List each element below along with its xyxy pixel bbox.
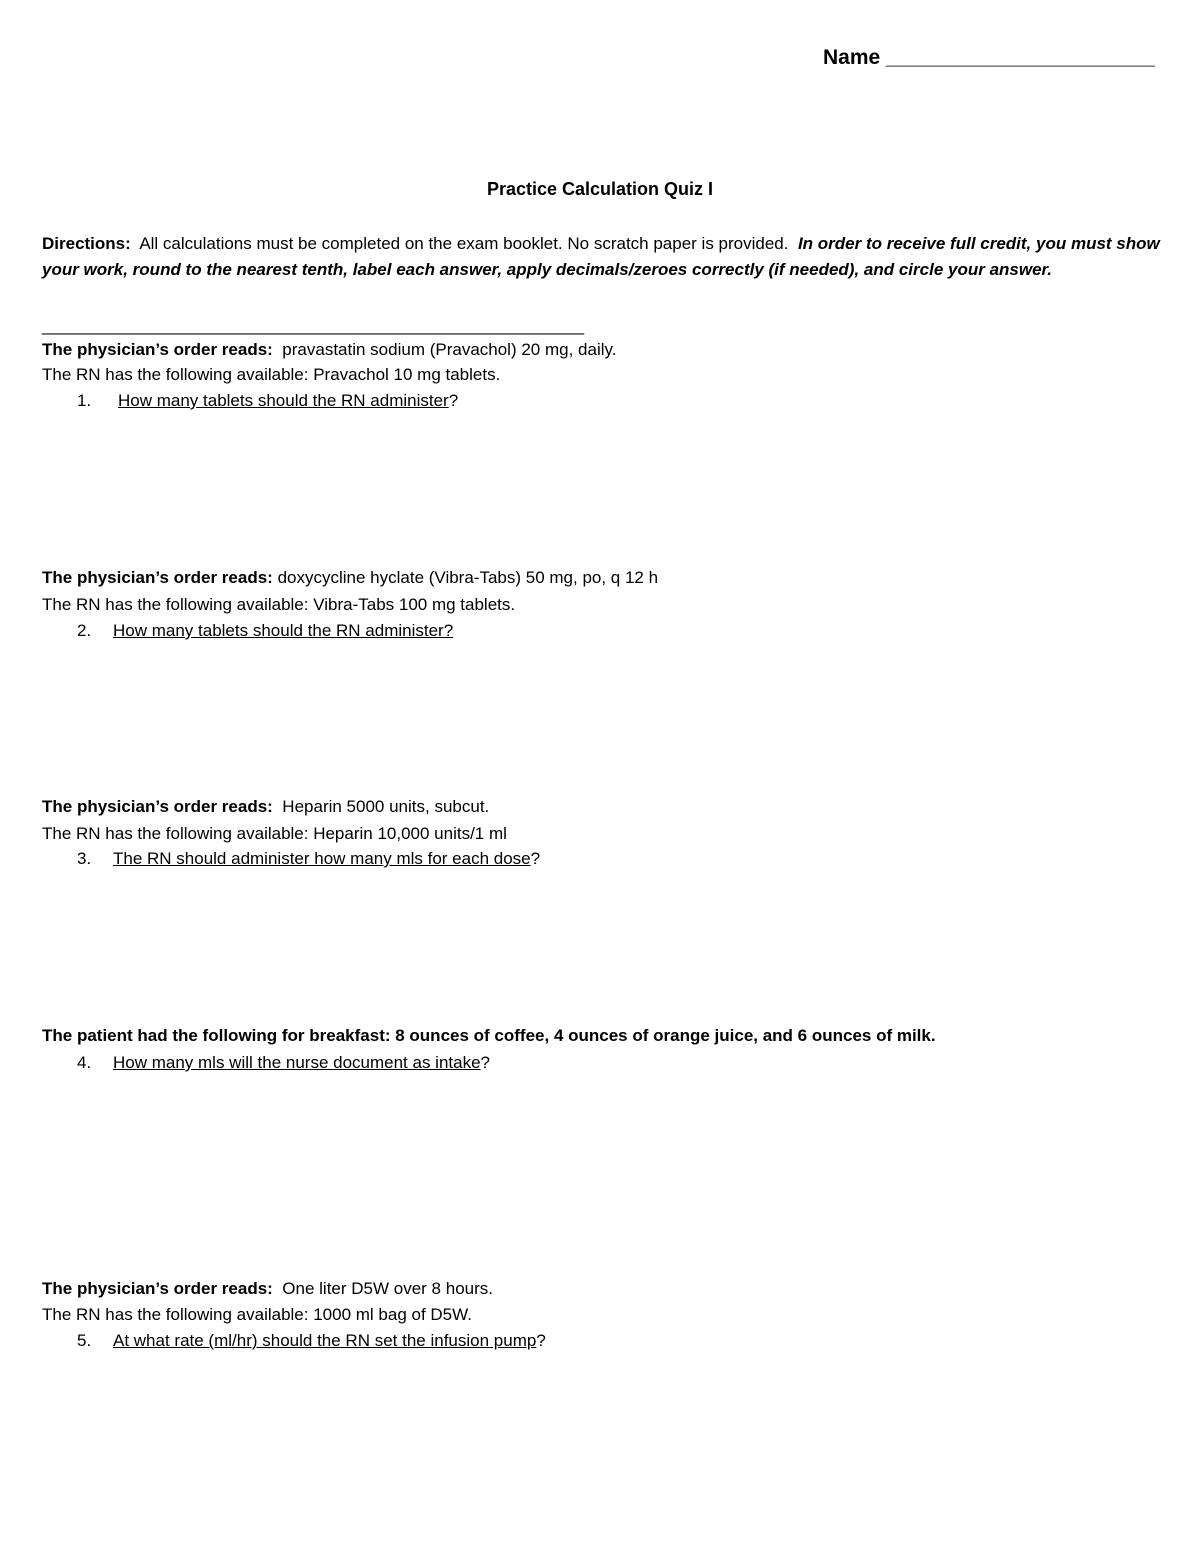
question-5-number: 5. <box>77 1331 92 1350</box>
name-blank[interactable]: _______________________ <box>886 46 1155 69</box>
page-title: Practice Calculation Quiz I <box>486 179 714 199</box>
name-label: Name <box>823 46 881 69</box>
problem-2-order <box>42 566 658 590</box>
name-field[interactable] <box>823 46 1155 70</box>
question-5: At what rate (ml/hr) should the RN set the infusion pump? <box>113 1331 546 1350</box>
question-1: How many tablets should the RN administer? <box>118 391 459 410</box>
question-4-text: How many mls will the nurse document as intake <box>113 1053 481 1072</box>
question-4: How many mls will the nurse document as intake? <box>113 1053 491 1072</box>
question-3-number: 3. <box>77 849 92 868</box>
problem-3-order <box>42 795 489 819</box>
question-1-text: How many tablets should the RN administer <box>118 391 449 410</box>
question-5-text: At what rate (ml/hr) should the RN set the infusion pump <box>113 1331 537 1350</box>
question-4-number: 4. <box>77 1053 92 1072</box>
order-label: The physician’s order reads: <box>42 568 273 587</box>
problem-4-statement: The patient had the following for breakfast: 8 ounces of coffee, 4 ounces of orange juice, and 6 ounces of milk. <box>42 1026 936 1045</box>
problem-3-available: The RN has the following available: Heparin 10,000 units/1 ml <box>42 824 507 843</box>
problem-2-available: The RN has the following available: Vibra-Tabs 100 mg tablets. <box>42 595 516 614</box>
separator-line: ________________________________________________________________ <box>42 316 584 335</box>
directions-label: Directions: <box>42 234 131 253</box>
problem-1-order <box>42 338 616 362</box>
order-label: The physician’s order reads: <box>42 797 273 816</box>
order-label: The physician’s order reads: <box>42 1279 273 1298</box>
order-text: One liter D5W over 8 hours. <box>282 1279 493 1298</box>
question-3: The RN should administer how many mls for each dose? <box>113 849 541 868</box>
problem-5-order <box>42 1277 493 1301</box>
directions <box>42 231 1162 283</box>
directions-text: All calculations must be completed on the exam booklet. No scratch paper is provided. <box>139 234 789 253</box>
order-text: Heparin 5000 units, subcut. <box>282 797 490 816</box>
problem-5-available: The RN has the following available: 1000 ml bag of D5W. <box>42 1305 472 1324</box>
order-text: pravastatin sodium (Pravachol) 20 mg, daily. <box>282 340 617 359</box>
question-3-text: The RN should administer how many mls for each dose <box>113 849 531 868</box>
question-2 <box>113 621 453 641</box>
question-1-number: 1. <box>77 391 92 410</box>
order-text: doxycycline hyclate (Vibra-Tabs) 50 mg, po, q 12 h <box>277 568 659 587</box>
problem-1-available: The RN has the following available: Pravachol 10 mg tablets. <box>42 365 501 384</box>
directions-emphasis: In order to receive full credit, you must show your work, round to the nearest tenth, label each answer, apply decimals/zeroes correctly (if needed), and circle your answer. <box>42 234 1160 279</box>
question-2-number: 2. <box>77 621 92 640</box>
question-2-text: How many tablets should the RN administer? <box>113 621 454 640</box>
order-label: The physician’s order reads: <box>42 340 273 359</box>
